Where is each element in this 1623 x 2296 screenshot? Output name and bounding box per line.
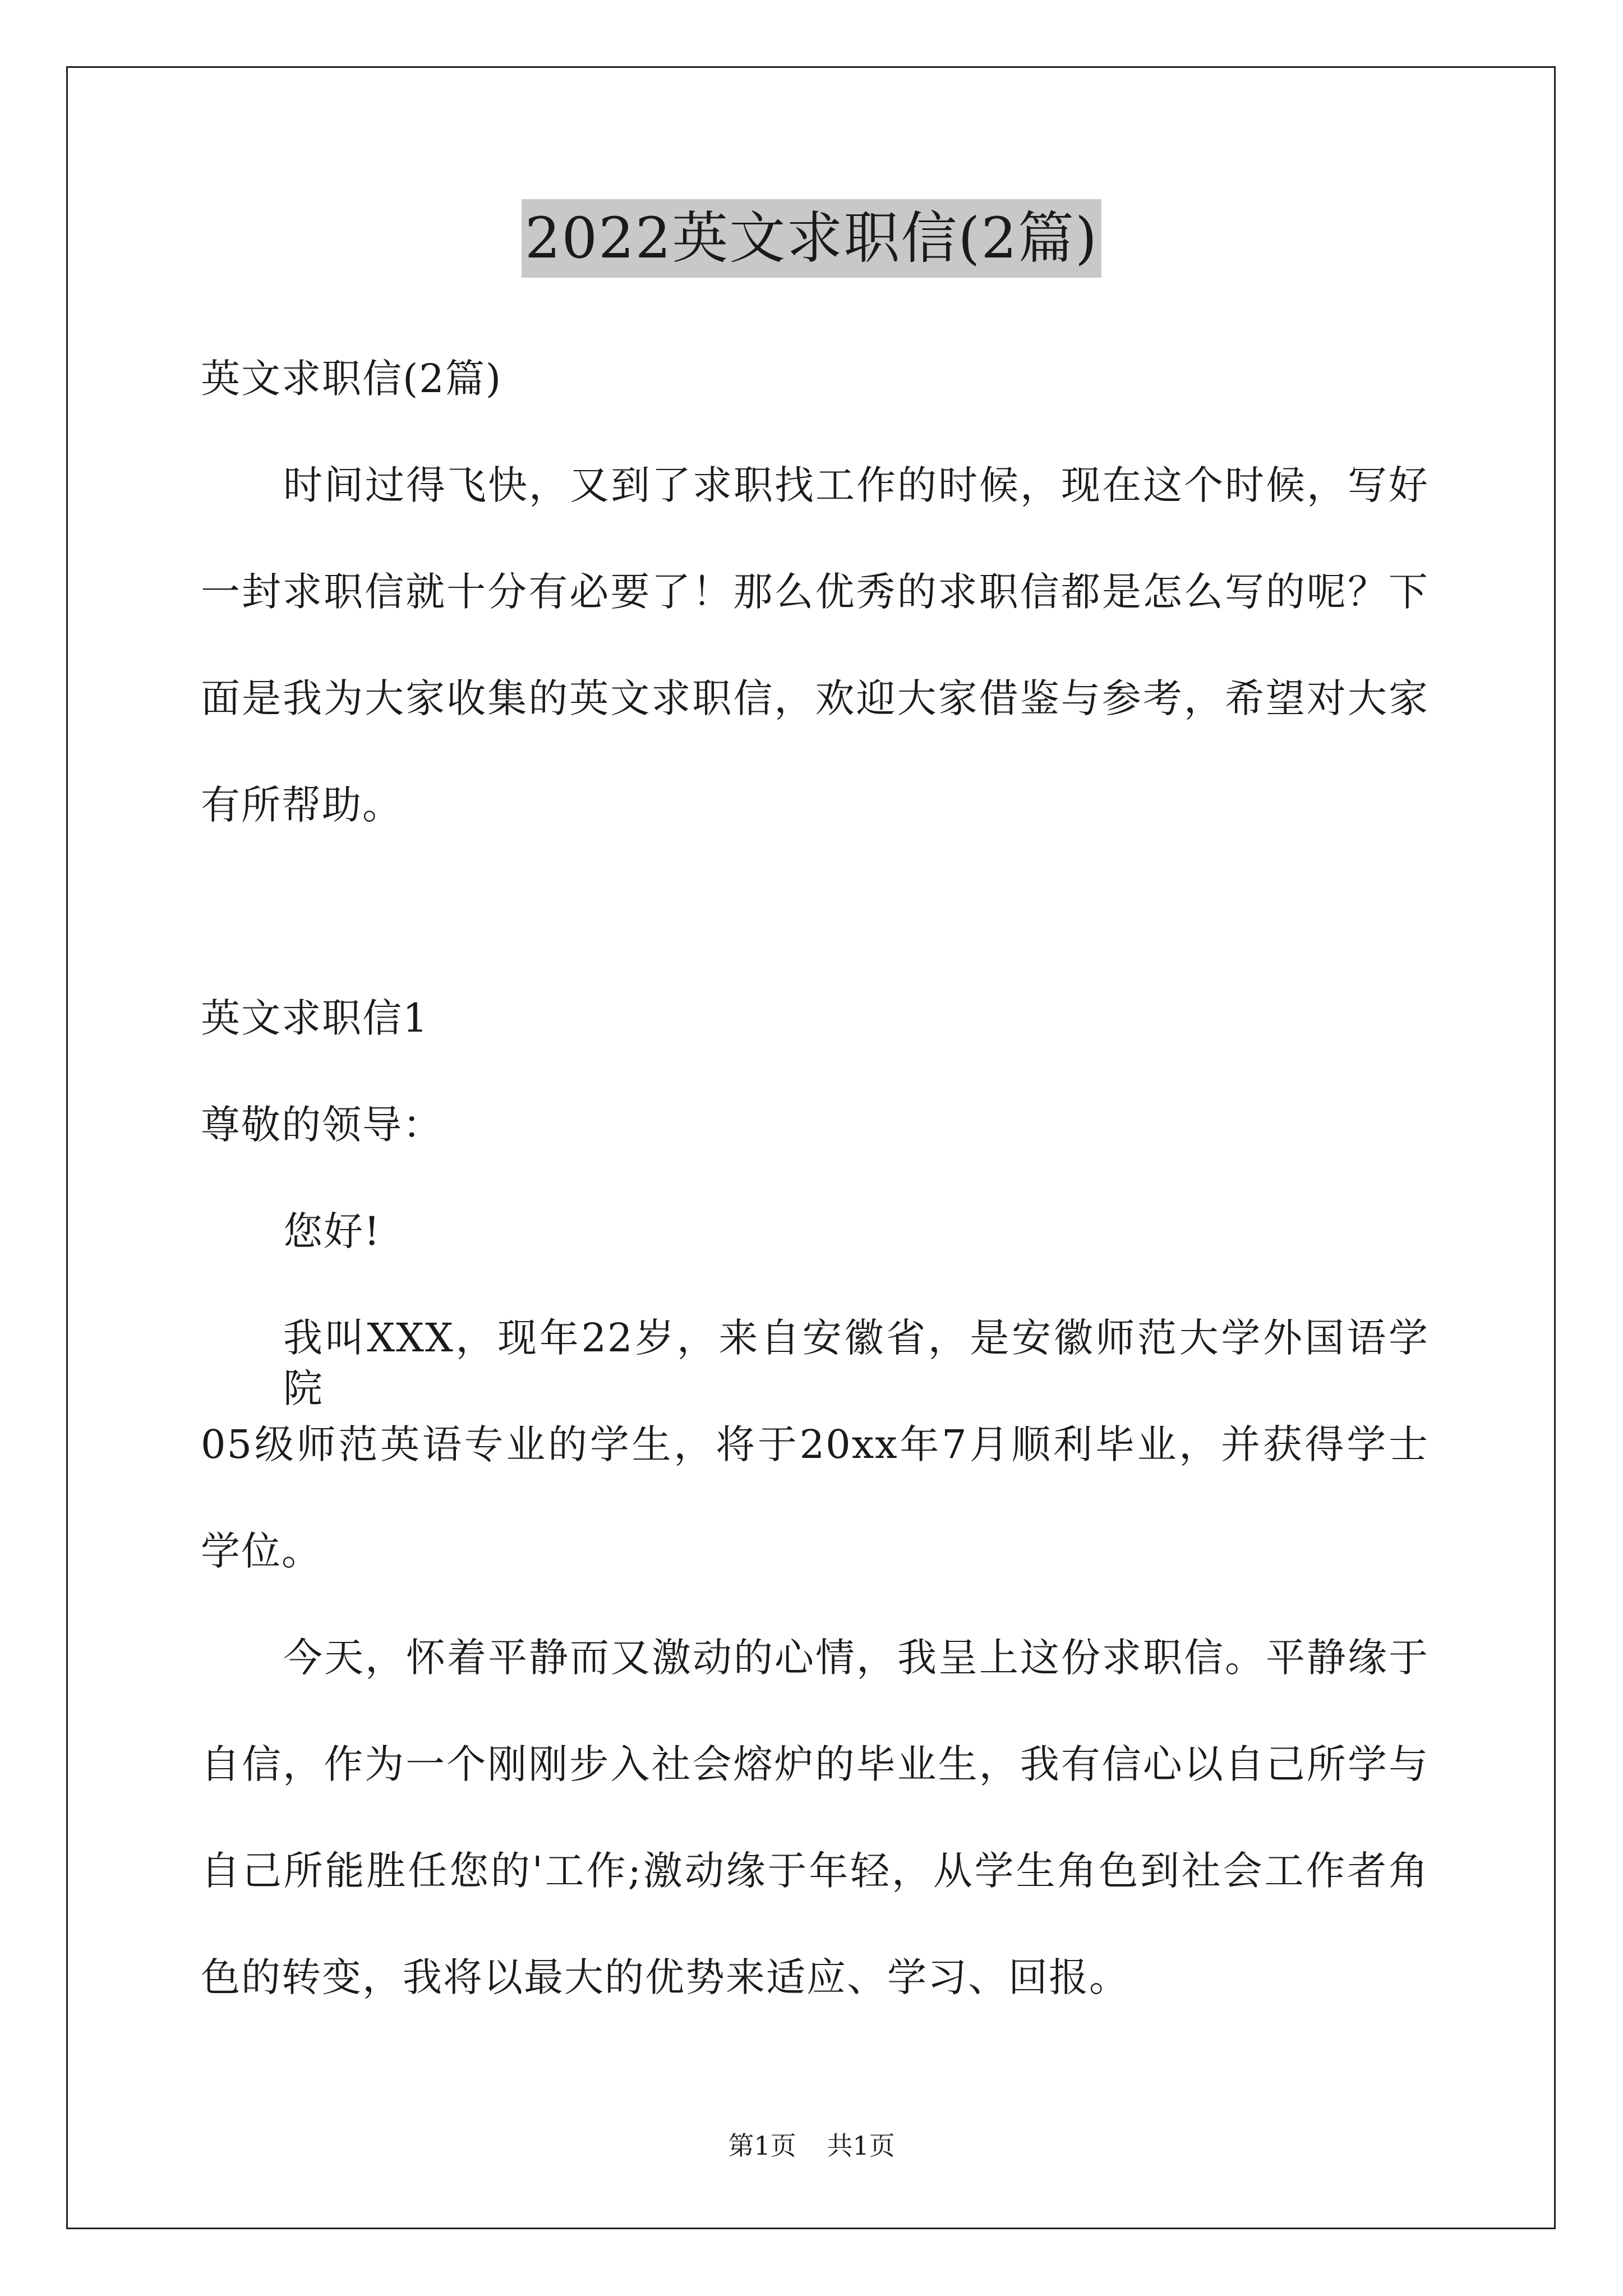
para2-line-1: 今天，怀着平静而又激动的心情，我呈上这份求职信。平静缘于 xyxy=(283,1635,1429,1681)
para1-line-3: 学位。 xyxy=(201,1528,322,1574)
intro-line-1: 时间过得飞快，又到了求职找工作的时候，现在这个时候，写好 xyxy=(283,462,1429,508)
greeting: 您好! xyxy=(283,1208,381,1254)
salutation: 尊敬的领导： xyxy=(201,1102,443,1148)
intro-line-3: 面是我为大家收集的英文求职信，欢迎大家借鉴与参考，希望对大家 xyxy=(201,675,1429,721)
para1-line-1: 我叫XXX，现年22岁，来自安徽省，是安徽师范大学外国语学院 xyxy=(283,1315,1429,1411)
para2-line-3: 自己所能胜任您的'工作;激动缘于年轻，从学生角色到社会工作者角 xyxy=(201,1848,1429,1894)
para2-line-4: 色的转变，我将以最大的优势来适应、学习、回报。 xyxy=(201,1954,1129,2000)
title-wrap xyxy=(0,199,1623,278)
intro-line-4: 有所帮助。 xyxy=(201,782,403,828)
para1-line-2: 05级师范英语专业的学生，将于20xx年7月顺利毕业，并获得学士 xyxy=(201,1421,1429,1467)
section-heading: 英文求职信1 xyxy=(201,995,429,1041)
document-title: 2022英文求职信(2篇) xyxy=(522,199,1101,278)
intro-line-2: 一封求职信就十分有必要了！那么优秀的求职信都是怎么写的呢？下 xyxy=(201,569,1429,615)
para2-line-2: 自信，作为一个刚刚步入社会熔炉的毕业生，我有信心以自己所学与 xyxy=(201,1741,1429,1787)
page-number: 第1页 xyxy=(728,2131,796,2161)
subtitle: 英文求职信(2篇) xyxy=(201,356,502,402)
page-footer xyxy=(0,2129,1623,2162)
page-total: 共1页 xyxy=(827,2131,895,2161)
